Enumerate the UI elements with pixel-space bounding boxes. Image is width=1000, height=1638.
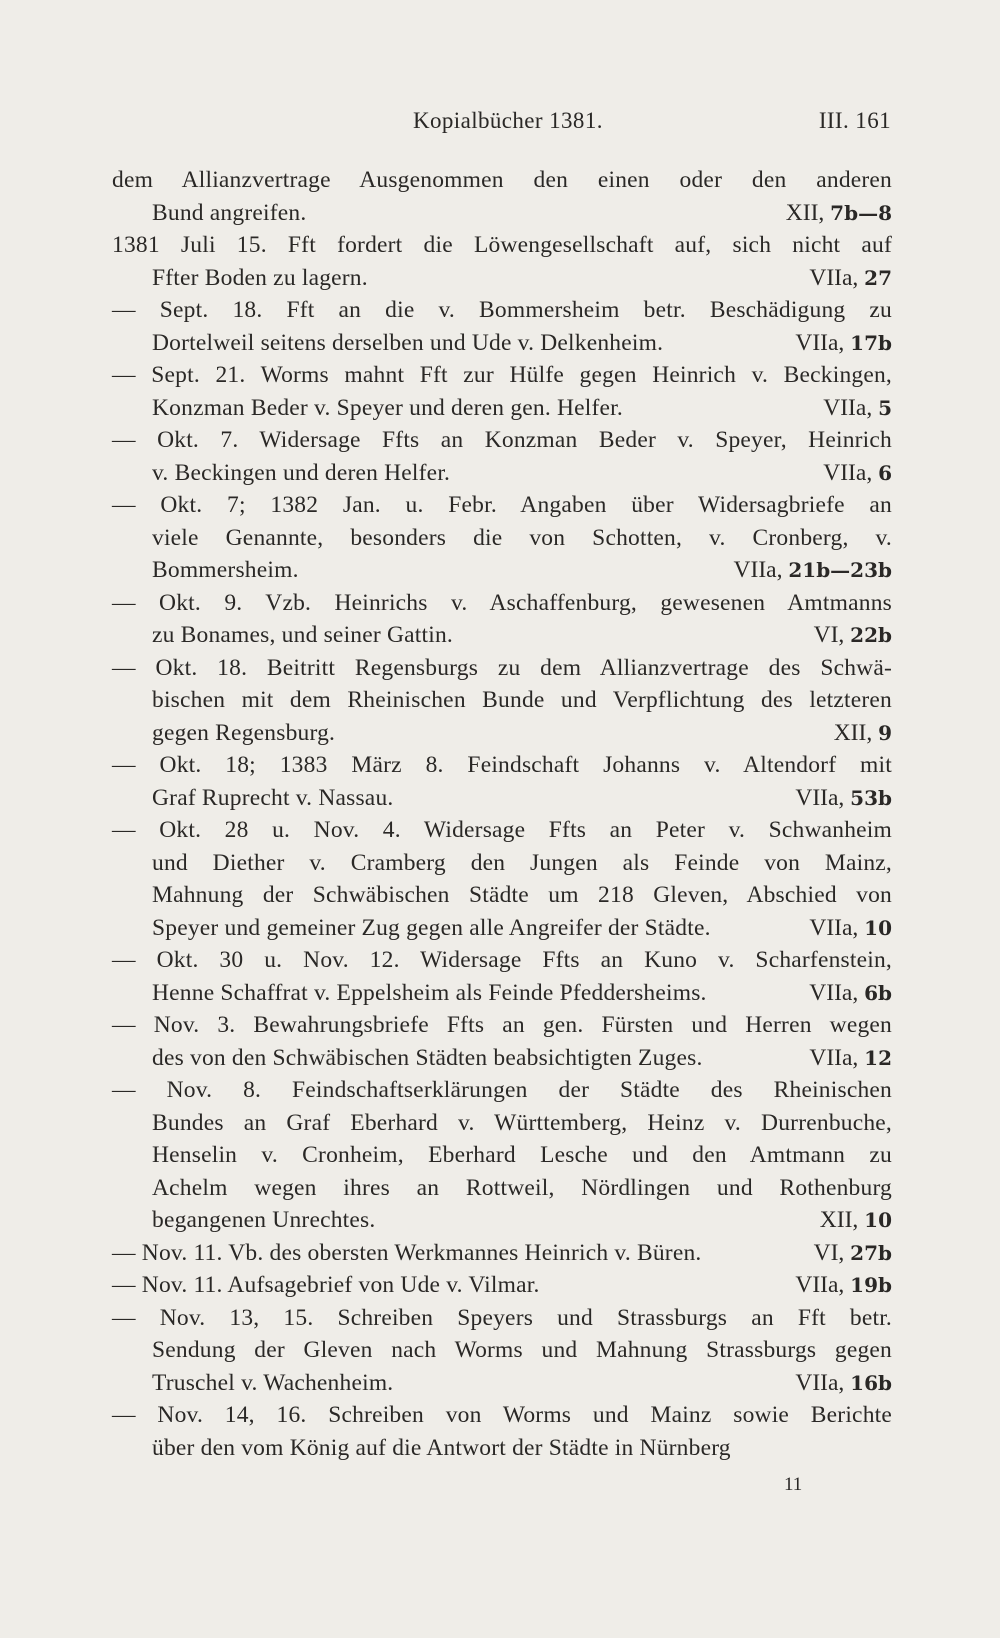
entry-line: zu Bonames, und seiner Gattin. xyxy=(152,622,453,648)
archive-reference xyxy=(809,262,892,295)
reference-volume: VIIa, xyxy=(809,264,865,291)
entry-line: begangenen Unrechtes. xyxy=(152,1207,376,1233)
register-entry xyxy=(112,1237,892,1270)
register-entry xyxy=(112,1009,892,1074)
archive-reference xyxy=(809,1042,892,1075)
entry-line: Konzman Beder v. Speyer und deren gen. Helfer. xyxy=(152,394,623,421)
reference-volume: VIIa, xyxy=(795,1272,851,1298)
reference-folio: 5 xyxy=(878,395,892,420)
header-page-reference: III. 161 xyxy=(818,108,891,133)
entry-line: — Okt. 18; 1383 März 8. Feindschaft Johanns v. Altendorf mit xyxy=(112,752,892,778)
entry-line: Dortelweil seitens derselben und Ude v. Delkenheim. xyxy=(152,329,664,356)
register-entry xyxy=(112,1269,892,1302)
archive-reference xyxy=(795,1269,892,1302)
header-title: Kopialbücher 1381. xyxy=(413,108,603,133)
entry-line: Graf Ruprecht v. Nassau. xyxy=(152,784,394,811)
entry-line: — Nov. 3. Bewahrungsbriefe Ffts an gen. Fürsten und Herren wegen xyxy=(112,1012,892,1038)
entry-line: dem Allianzvertrage Ausgenommen den einen oder den anderen xyxy=(112,167,892,193)
entry-line: Ffter Boden zu lagern. xyxy=(152,264,368,291)
entry-line: bischen mit dem Rheinischen Bunde und Verpflichtung des letzteren xyxy=(152,687,892,713)
archive-reference xyxy=(795,327,892,360)
entry-line: Sendung der Gleven nach Worms und Mahnung Strassburgs gegen xyxy=(152,1337,892,1363)
entry-line: — Okt. 9. Vzb. Heinrichs v. Aschaffenburg, gewesenen Amtmanns xyxy=(112,589,892,616)
register-entry xyxy=(112,749,892,814)
entry-line: über den vom König auf die Antwort der Städte in Nürnberg xyxy=(152,1434,731,1461)
entry-line: — Sept. 18. Fft an die v. Bommersheim betr. Beschädigung zu xyxy=(112,297,892,323)
reference-folio: 21b—23b xyxy=(788,558,892,582)
reference-folio: 17b xyxy=(850,330,892,355)
entry-line: — Okt. 7. Widersage Ffts an Konzman Beder v. Speyer, Heinrich xyxy=(112,427,892,453)
reference-volume: VI, xyxy=(813,622,851,648)
reference-volume: VIIa, xyxy=(823,394,879,421)
entry-line: — Nov. 11. Vb. des obersten Werkmannes Heinrich v. Büren. xyxy=(112,1239,702,1266)
reference-folio: 6 xyxy=(878,460,892,485)
entry-line: und Diether v. Cramberg den Jungen als Feinde von Mainz, xyxy=(152,849,892,876)
entry-line: — Nov. 8. Feindschaftserklärungen der Städte des Rheinischen xyxy=(112,1077,892,1103)
entry-line: 1381 Juli 15. Fft fordert die Löwengesellschaft auf, sich nicht auf xyxy=(112,232,892,258)
archive-reference xyxy=(786,197,892,230)
entry-line: — Okt. 7; 1382 Jan. u. Febr. Angaben über Widersagbriefe an xyxy=(112,492,892,518)
entry-line: v. Beckingen und deren Helfer. xyxy=(152,459,451,486)
archive-reference xyxy=(823,392,892,425)
archive-reference xyxy=(823,457,892,490)
register-entry xyxy=(112,359,892,424)
reference-folio: 27b xyxy=(850,1240,892,1265)
register-entry xyxy=(112,814,892,944)
entry-line: Speyer und gemeiner Zug gegen alle Angreifer der Städte. xyxy=(152,914,711,941)
reference-folio: 9 xyxy=(878,720,892,745)
register-entry xyxy=(112,424,892,489)
entry-line: des von den Schwäbischen Städten beabsichtigten Zuges. xyxy=(152,1044,703,1071)
entry-line: — Nov. 14, 16. Schreiben von Worms und Mainz sowie Berichte xyxy=(112,1402,892,1428)
register-entry xyxy=(112,164,892,229)
archive-reference xyxy=(809,977,892,1010)
entry-line: Truschel v. Wachenheim. xyxy=(152,1369,394,1396)
entry-line: Henne Schaffrat v. Eppelsheim als Feinde Pfeddersheims. xyxy=(152,979,707,1006)
reference-folio: 27 xyxy=(864,265,892,290)
entry-line: gegen Regensburg. xyxy=(152,719,336,746)
entry-line: — Okt. 30 u. Nov. 12. Widersage Ffts an Kuno v. Scharfenstein, xyxy=(112,947,892,973)
entry-line: Henselin v. Cronheim, Eberhard Lesche und den Amtmann zu xyxy=(152,1142,892,1168)
register-entry xyxy=(112,489,892,587)
reference-volume: XII, xyxy=(833,719,879,746)
reference-volume: VIIa, xyxy=(795,329,851,356)
entry-line: Bommersheim. xyxy=(152,557,299,583)
reference-volume: VIIa, xyxy=(795,784,851,811)
register-entry xyxy=(112,944,892,1009)
entry-line: — Okt. 28 u. Nov. 4. Widersage Ffts an Peter v. Schwanheim xyxy=(112,817,892,843)
reference-volume: VIIa, xyxy=(823,459,879,486)
register-entries xyxy=(112,164,892,1464)
reference-volume: XII, xyxy=(819,1207,865,1233)
entry-line: — Sept. 21. Worms mahnt Fft zur Hülfe gegen Heinrich v. Beckingen, xyxy=(112,362,892,388)
entry-line: Bund angreifen. xyxy=(152,199,307,226)
archive-reference xyxy=(814,1237,892,1270)
reference-volume: VIIa, xyxy=(809,1044,865,1071)
reference-folio: 7b—8 xyxy=(830,200,892,225)
reference-folio: 19b xyxy=(850,1273,892,1297)
register-entry xyxy=(112,1074,892,1237)
archive-reference xyxy=(834,717,892,750)
reference-folio: 22b xyxy=(850,623,892,647)
reference-volume: XII, xyxy=(785,199,831,226)
reference-volume: VIIa, xyxy=(733,557,789,583)
archive-reference xyxy=(809,912,892,945)
register-entry xyxy=(112,1399,892,1464)
archive-reference xyxy=(814,619,892,652)
archive-reference xyxy=(820,1204,892,1237)
entry-line: viele Genannte, besonders die von Schotten, v. Cronberg, v. xyxy=(152,524,892,551)
archive-reference xyxy=(795,1367,892,1400)
archive-reference xyxy=(795,782,892,815)
reference-volume: VIIa, xyxy=(795,1369,851,1396)
entry-line: Mahnung der Schwäbischen Städte um 218 Gleven, Abschied von xyxy=(152,882,892,908)
entry-line: Bundes an Graf Eberhard v. Württemberg, Heinz v. Durrenbuche, xyxy=(152,1109,892,1136)
entry-line: Achelm wegen ihres an Rottweil, Nördlingen und Rothenburg xyxy=(152,1174,892,1201)
reference-volume: VIIa, xyxy=(809,979,865,1006)
register-entry xyxy=(112,1302,892,1400)
entry-line: — Nov. 13, 15. Schreiben Speyers und Strassburgs an Fft betr. xyxy=(112,1304,892,1331)
archive-reference xyxy=(734,554,892,587)
register-entry xyxy=(112,587,892,652)
register-entry xyxy=(112,294,892,359)
entry-line: — Okt. 18. Beitritt Regensburgs zu dem Allianzvertrage des Schwä- xyxy=(112,654,892,681)
reference-folio: 16b xyxy=(850,1370,892,1395)
reference-folio: 53b xyxy=(850,785,892,810)
reference-folio: 12 xyxy=(864,1045,892,1070)
entry-line: — Nov. 11. Aufsagebrief von Ude v. Vilmar. xyxy=(112,1272,540,1298)
printer-signature: 11 xyxy=(784,1474,803,1495)
reference-folio: 10 xyxy=(864,1208,892,1232)
reference-folio: 10 xyxy=(864,915,892,940)
register-entry xyxy=(112,652,892,750)
reference-volume: VIIa, xyxy=(809,914,865,941)
register-entry xyxy=(112,229,892,294)
reference-volume: VI, xyxy=(813,1239,851,1266)
reference-folio: 6b xyxy=(864,980,892,1005)
